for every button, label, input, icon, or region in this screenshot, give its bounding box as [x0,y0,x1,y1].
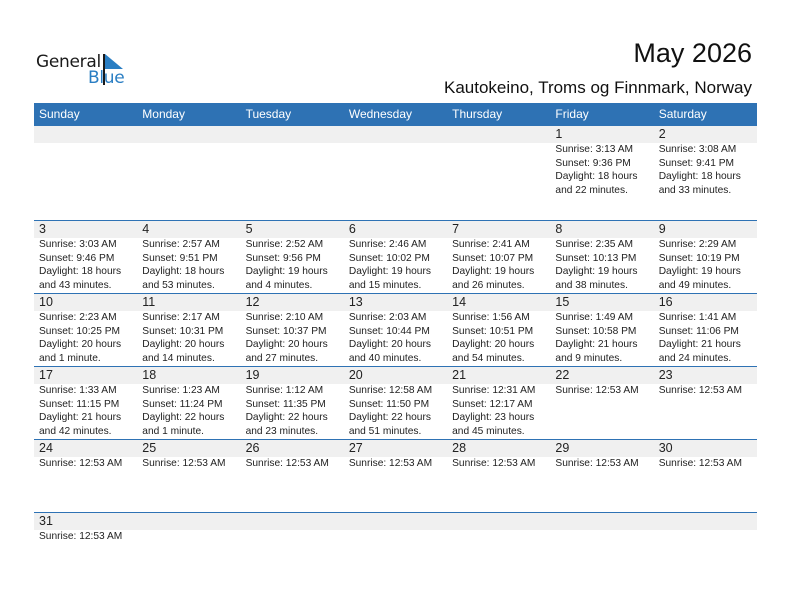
day-cell-5 [241,221,344,292]
day-cell-7 [447,221,550,292]
sunrise-text: Sunrise: 2:10 AM [245,312,324,323]
daylight-text: Daylight: 21 hours [658,339,741,350]
sunset-text: Sunset: 9:41 PM [658,157,735,169]
sunset-text: Sunset: 11:24 PM [142,398,223,410]
daylight-text: Daylight: 18 hours [142,266,225,277]
day-cell-19 [241,367,344,438]
daylight-text: Daylight: 18 hours [39,266,122,277]
day-cell-25 [137,440,240,471]
day-cell-14 [447,294,550,365]
sunrise-text: Sunrise: 12:53 AM [452,458,536,469]
calendar-weeks [34,126,757,553]
day-number: 21 [452,368,467,382]
week-row [34,294,757,367]
daylight-text: and 4 minutes. [245,279,313,291]
day-cell-18 [137,367,240,438]
day-number: 11 [142,295,156,309]
day-number: 5 [245,222,253,236]
sunset-text: Sunset: 10:58 PM [555,325,637,337]
sunrise-text: Sunrise: 2:23 AM [39,312,117,323]
daylight-text: Daylight: 18 hours [658,171,741,182]
sunset-text: Sunset: 12:17 AM [452,398,533,410]
daylight-text: and 9 minutes. [555,352,623,364]
page-title: May 2026 [633,38,752,68]
sunrise-text: Sunrise: 1:56 AM [452,312,530,323]
week-row [34,221,757,294]
day-cell-31 [34,513,137,544]
day-cell-2 [654,126,757,197]
sunrise-text: Sunrise: 2:52 AM [245,239,324,250]
day-number: 27 [348,441,363,455]
empty-day-cell [654,513,757,544]
day-cell-30 [654,440,757,471]
day-number: 26 [245,441,260,455]
day-number: 15 [555,295,570,309]
empty-day-cell [344,513,447,544]
sunset-text: Sunset: 10:02 PM [348,252,430,264]
daylight-text: Daylight: 22 hours [245,412,328,423]
daylight-text: Daylight: 20 hours [39,339,122,350]
sunrise-text: Sunrise: 3:08 AM [658,144,737,155]
weekday-tuesday: Tuesday [245,107,292,121]
daylight-text: Daylight: 23 hours [452,412,535,423]
empty-day-cell [137,126,240,197]
daylight-text: and 24 minutes. [658,352,732,364]
sunrise-text: Sunrise: 12:53 AM [555,458,639,469]
daylight-text: Daylight: 19 hours [555,266,638,277]
daylight-text: and 1 minute. [142,425,205,437]
weekday-sunday: Sunday [39,107,80,121]
sunset-text: Sunset: 10:25 PM [39,325,120,337]
day-number [246,513,344,530]
day-number: 28 [452,441,467,455]
day-cell-4 [137,221,240,292]
day-number: 9 [658,222,666,236]
daylight-text: Daylight: 19 hours [245,266,328,277]
sunset-text: Sunset: 9:56 PM [245,252,321,264]
sunrise-text: Sunrise: 3:03 AM [39,239,117,250]
empty-day-cell [137,513,240,544]
day-number [246,126,344,143]
day-cell-16 [654,294,757,365]
sunset-text: Sunset: 10:44 PM [348,325,430,337]
day-number [452,513,550,530]
daylight-text: and 53 minutes. [142,279,215,291]
daylight-text: Daylight: 19 hours [658,266,741,277]
sunrise-text: Sunrise: 12:53 AM [348,458,433,469]
daylight-text: and 38 minutes. [555,279,628,291]
daylight-text: Daylight: 21 hours [555,339,638,350]
daylight-text: and 33 minutes. [658,184,732,196]
sunrise-text: Sunrise: 2:29 AM [658,239,737,250]
day-cell-26 [241,440,344,471]
weekday-saturday: Saturday [658,107,707,121]
sunset-text: Sunset: 10:31 PM [142,325,224,337]
day-number: 24 [39,441,53,455]
empty-day-cell [550,513,653,544]
daylight-text: Daylight: 22 hours [142,412,225,423]
daylight-text: and 51 minutes. [348,425,422,437]
day-number [349,513,447,530]
sunrise-text: Sunrise: 2:57 AM [142,239,220,250]
sunrise-text: Sunrise: 2:17 AM [142,312,220,323]
sunrise-text: Sunrise: 12:53 AM [39,531,123,542]
day-number: 30 [658,441,673,455]
daylight-text: and 14 minutes. [142,352,215,364]
day-number [349,126,447,143]
empty-day-cell [241,513,344,544]
day-number: 6 [348,222,356,236]
sunrise-text: Sunrise: 1:23 AM [142,385,220,396]
day-number [452,126,550,143]
day-number: 8 [555,222,563,236]
daylight-text: Daylight: 18 hours [555,171,638,182]
day-cell-12 [241,294,344,365]
logo-text-blue: Blue [88,68,125,88]
day-cell-1 [550,126,653,197]
day-number: 18 [142,368,157,382]
sunrise-text: Sunrise: 1:41 AM [658,312,737,323]
weekday-wednesday: Wednesday [348,107,412,121]
sunset-text: Sunset: 11:15 PM [39,398,120,410]
day-number: 12 [245,295,260,309]
day-number [659,513,757,530]
sunrise-text: Sunrise: 2:35 AM [555,239,633,250]
calendar-grid [34,103,757,553]
day-cell-11 [137,294,240,365]
daylight-text: and 43 minutes. [39,279,112,291]
day-number: 14 [452,295,467,309]
day-number: 31 [39,514,53,528]
sunset-text: Sunset: 11:35 PM [245,398,326,410]
daylight-text: Daylight: 20 hours [348,339,431,350]
day-cell-29 [550,440,653,471]
daylight-text: Daylight: 20 hours [142,339,225,350]
daylight-text: and 15 minutes. [348,279,422,291]
daylight-text: and 54 minutes. [452,352,525,364]
sunrise-text: Sunrise: 2:41 AM [452,239,530,250]
day-number: 17 [39,368,53,382]
daylight-text: and 23 minutes. [245,425,319,437]
day-number: 20 [348,368,363,382]
sunrise-text: Sunrise: 1:12 AM [245,385,324,396]
day-number [142,513,240,530]
sunrise-text: Sunrise: 12:53 AM [142,458,226,469]
sunset-text: Sunset: 9:36 PM [555,157,631,169]
sunrise-text: Sunrise: 3:13 AM [555,144,633,155]
day-number: 29 [555,441,570,455]
day-number: 16 [658,295,673,309]
sunrise-text: Sunrise: 1:33 AM [39,385,117,396]
week-row [34,440,757,513]
sunset-text: Sunset: 10:51 PM [452,325,534,337]
daylight-text: Daylight: 19 hours [452,266,535,277]
daylight-text: Daylight: 22 hours [348,412,431,423]
day-number: 10 [39,295,53,309]
sunrise-text: Sunrise: 12:53 AM [245,458,329,469]
day-cell-8 [550,221,653,292]
day-cell-20 [344,367,447,438]
empty-day-cell [447,126,550,197]
day-cell-17 [34,367,137,438]
day-cell-15 [550,294,653,365]
daylight-text: and 26 minutes. [452,279,525,291]
location-subtitle: Kautokeino, Troms og Finnmark, Norway [443,78,752,97]
week-row [34,126,757,221]
sunrise-text: Sunrise: 12:53 AM [658,385,742,396]
sunrise-text: Sunrise: 12:53 AM [658,458,742,469]
weekday-thursday: Thursday [452,107,503,121]
sunrise-text: Sunrise: 2:46 AM [348,239,427,250]
sunset-text: Sunset: 10:19 PM [658,252,740,264]
day-number: 1 [555,127,563,141]
day-number: 3 [39,222,46,236]
day-cell-24 [34,440,137,471]
daylight-text: Daylight: 21 hours [39,412,122,423]
sunset-text: Sunset: 9:51 PM [142,252,218,264]
day-cell-10 [34,294,137,365]
day-cell-6 [344,221,447,292]
daylight-text: Daylight: 20 hours [245,339,328,350]
day-cell-27 [344,440,447,471]
day-number: 7 [452,222,460,236]
weekday-friday: Friday [555,107,589,121]
daylight-text: and 45 minutes. [452,425,525,437]
daylight-text: and 42 minutes. [39,425,112,437]
sunset-text: Sunset: 10:37 PM [245,325,327,337]
day-number [142,126,240,143]
sunset-text: Sunset: 11:06 PM [658,325,739,337]
weekday-header [34,103,757,126]
sunrise-text: Sunrise: 12:53 AM [39,458,123,469]
day-number: 19 [245,368,260,382]
sunrise-text: Sunrise: 12:53 AM [555,385,639,396]
daylight-text: and 49 minutes. [658,279,732,291]
day-number: 2 [658,127,666,141]
day-number [555,513,653,530]
sunset-text: Sunset: 10:13 PM [555,252,637,264]
sunset-text: Sunset: 10:07 PM [452,252,534,264]
sunset-text: Sunset: 11:50 PM [348,398,430,410]
general-blue-logo [36,52,136,88]
sunrise-text: Sunrise: 1:49 AM [555,312,633,323]
day-number: 25 [142,441,157,455]
empty-day-cell [447,513,550,544]
logo-text-general: General [36,52,101,72]
day-cell-22 [550,367,653,438]
day-number: 22 [555,368,570,382]
daylight-text: and 40 minutes. [348,352,422,364]
day-number: 23 [658,368,673,382]
day-number [39,126,137,143]
daylight-text: and 27 minutes. [245,352,319,364]
day-number: 4 [142,222,150,236]
day-cell-21 [447,367,550,438]
weekday-monday: Monday [142,107,185,121]
week-row [34,367,757,440]
logo-triangle-icon [105,54,123,69]
daylight-text: Daylight: 19 hours [348,266,431,277]
empty-day-cell [34,126,137,197]
sunrise-text: Sunrise: 12:58 AM [348,385,433,396]
daylight-text: and 22 minutes. [555,184,628,196]
empty-day-cell [344,126,447,197]
day-cell-28 [447,440,550,471]
sunrise-text: Sunrise: 12:31 AM [452,385,536,396]
day-number: 13 [348,295,363,309]
daylight-text: and 1 minute. [39,352,101,364]
day-cell-3 [34,221,137,292]
day-cell-23 [654,367,757,438]
day-cell-9 [654,221,757,292]
sunset-text: Sunset: 9:46 PM [39,252,115,264]
day-cell-13 [344,294,447,365]
week-row [34,513,757,553]
empty-day-cell [241,126,344,197]
daylight-text: Daylight: 20 hours [452,339,535,350]
sunrise-text: Sunrise: 2:03 AM [348,312,427,323]
